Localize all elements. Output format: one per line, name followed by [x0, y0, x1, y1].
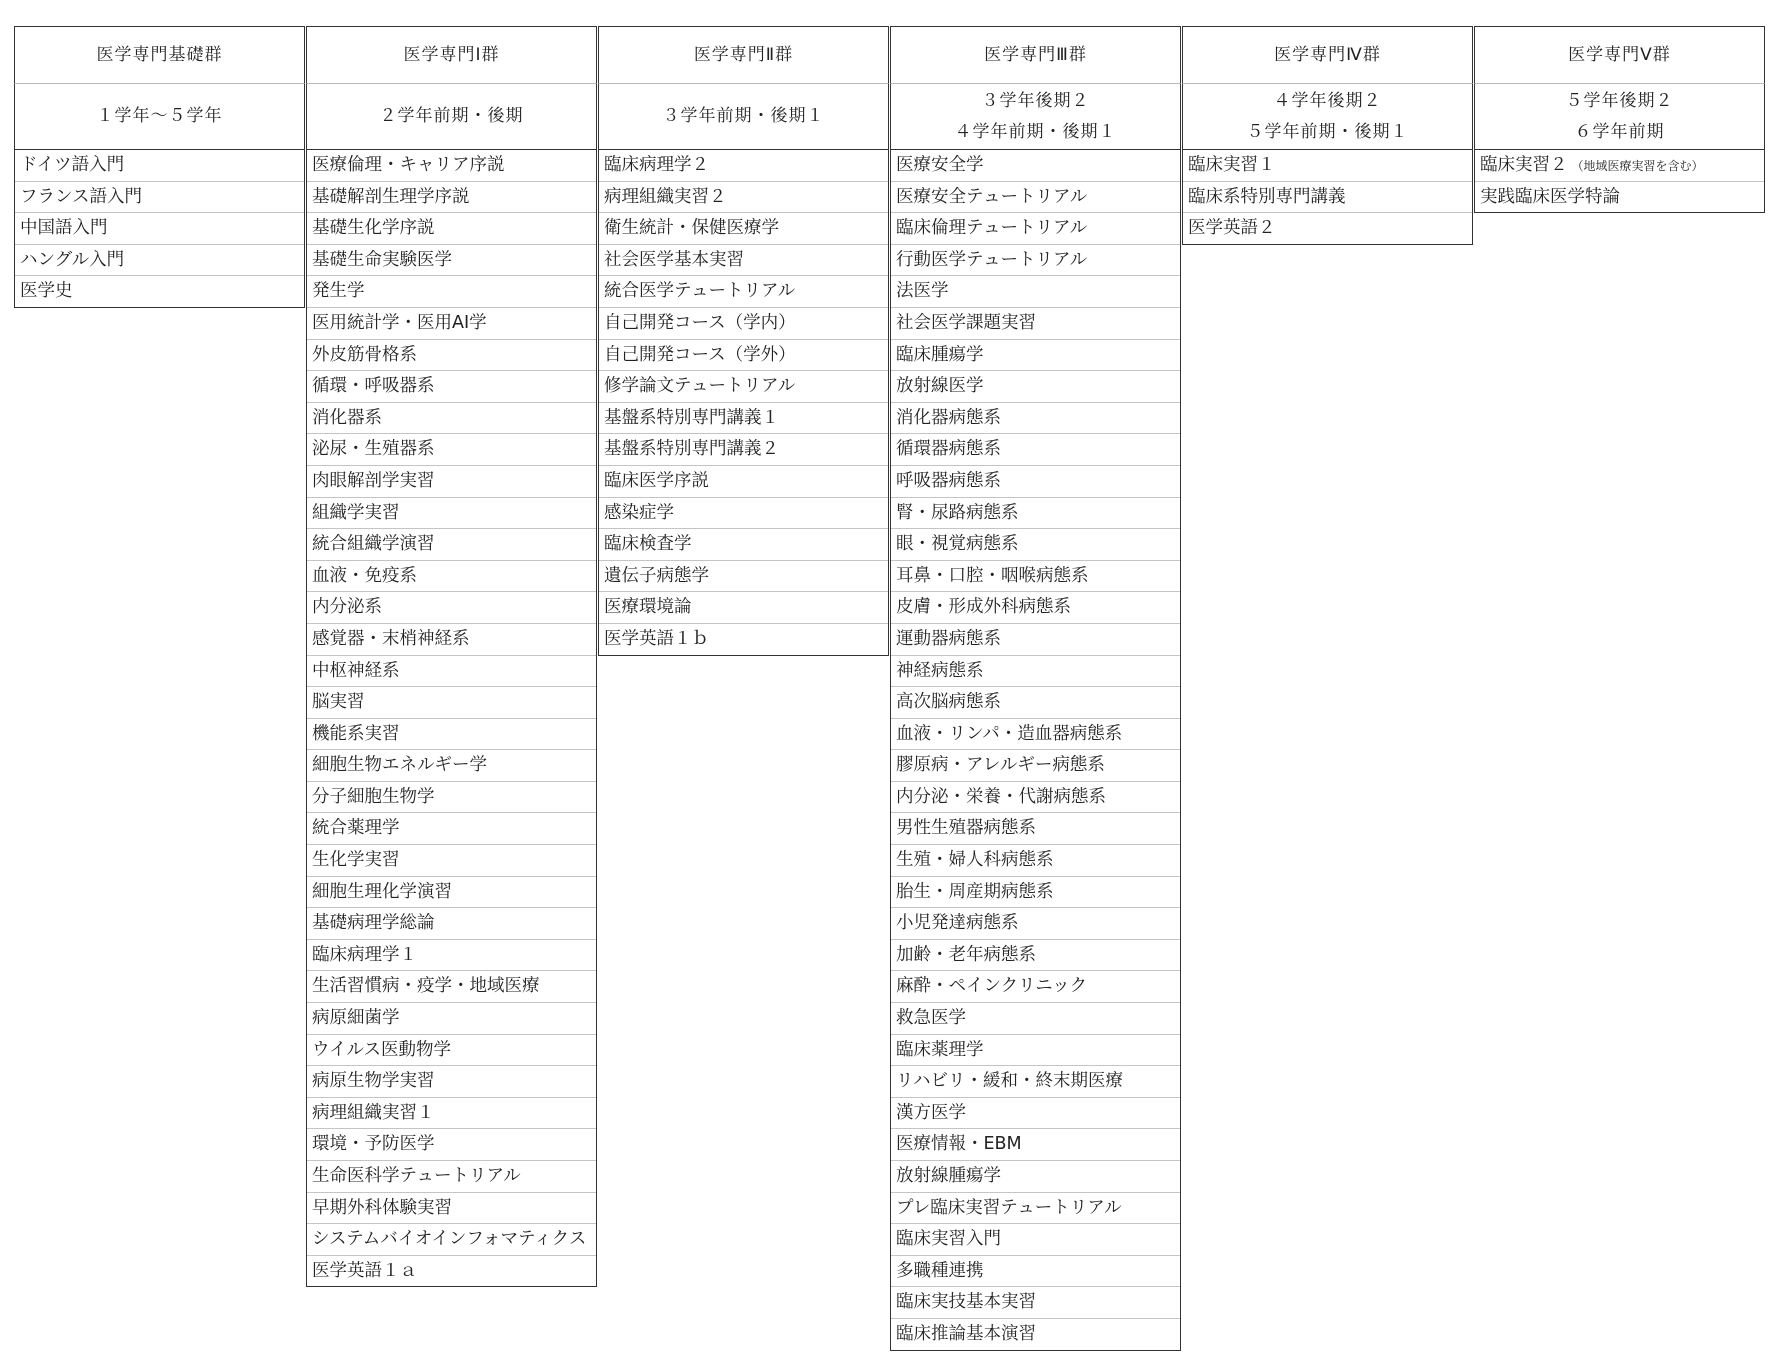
course-item	[891, 1129, 1180, 1161]
course-item	[891, 908, 1180, 940]
course-name: 呼吸器病態系	[896, 470, 1001, 491]
course-item	[891, 782, 1180, 814]
course-item	[307, 340, 596, 372]
course-name: 病原細菌学	[312, 1008, 400, 1029]
course-item	[891, 971, 1180, 1003]
course-item	[307, 719, 596, 751]
course-name: 医療環境論	[604, 597, 692, 618]
course-name: ドイツ語入門	[20, 155, 125, 175]
term-line: ６学年前期	[1574, 121, 1665, 142]
course-item	[599, 624, 888, 655]
course-name: 臨床病理学２	[604, 155, 709, 175]
course-name: プレ臨床実習テュートリアル	[896, 1197, 1122, 1218]
course-item	[891, 877, 1180, 909]
course-name: 生活習慣病・疫学・地域医療	[312, 976, 540, 997]
term-line: ２学年前期・後期	[379, 106, 524, 126]
course-item	[599, 245, 888, 277]
course-name: 多職種連携	[896, 1260, 984, 1281]
course-item	[599, 434, 888, 466]
course-name: 加齢・老年病態系	[896, 944, 1036, 965]
course-list	[890, 150, 1181, 1351]
term-cell	[306, 83, 597, 150]
course-item	[891, 529, 1180, 561]
term-cell	[1182, 83, 1473, 150]
course-item	[307, 656, 596, 688]
course-name: ウイルス医動物学	[312, 1039, 451, 1060]
course-name: 衛生統計・保健医療学	[604, 218, 779, 239]
course-name: 医療安全テュートリアル	[896, 186, 1088, 207]
course-name: 腎・尿路病態系	[896, 502, 1019, 523]
course-name: 発生学	[312, 281, 365, 302]
course-item	[15, 276, 304, 307]
course-item	[307, 150, 596, 182]
course-item	[307, 1161, 596, 1193]
course-item	[891, 276, 1180, 308]
course-item	[307, 1098, 596, 1130]
course-item	[891, 308, 1180, 340]
course-item	[307, 371, 596, 403]
course-name: 機能系実習	[312, 723, 400, 744]
course-item	[599, 592, 888, 624]
course-name: 膠原病・アレルギー病態系	[896, 755, 1105, 776]
course-item	[599, 340, 888, 372]
course-note: （地域医療実習を含む）	[1571, 159, 1704, 173]
course-item	[1183, 182, 1472, 214]
course-item	[891, 340, 1180, 372]
course-item	[307, 592, 596, 624]
course-name: 遺伝子病態学	[604, 565, 709, 586]
course-name: 生命医科学テュートリアル	[312, 1166, 521, 1186]
course-name: 臨床検査学	[604, 534, 692, 555]
course-item	[307, 466, 596, 498]
course-item	[891, 940, 1180, 972]
course-name: 基盤系特別専門講義１	[604, 407, 779, 428]
group-header: 医学専門基礎群	[14, 26, 305, 83]
course-name: 臨床実習２	[1480, 155, 1568, 175]
course-item	[891, 687, 1180, 719]
course-list	[1182, 150, 1473, 245]
course-item	[891, 245, 1180, 277]
course-item	[891, 371, 1180, 403]
course-name: システムバイオインフォマティクス	[312, 1229, 587, 1250]
course-item	[599, 308, 888, 340]
course-name: 内分泌系	[312, 597, 382, 618]
course-name: 医療倫理・キャリア序説	[312, 155, 505, 175]
course-item	[891, 561, 1180, 593]
course-item	[307, 1035, 596, 1067]
course-name: 臨床系特別専門講義	[1188, 186, 1346, 207]
term-line: ５学年後期２	[1565, 90, 1674, 111]
course-name: 生化学実習	[312, 850, 400, 871]
course-item	[307, 308, 596, 340]
course-item	[307, 403, 596, 435]
course-item	[891, 750, 1180, 782]
course-name: 臨床薬理学	[896, 1039, 984, 1060]
course-name: 臨床実習入門	[896, 1229, 1001, 1250]
term-cell	[598, 83, 889, 150]
course-item	[891, 1161, 1180, 1193]
course-item	[307, 1003, 596, 1035]
course-name: 医学英語１ｂ	[604, 628, 709, 649]
course-item	[891, 1256, 1180, 1288]
course-item	[307, 561, 596, 593]
course-name: 循環・呼吸器系	[312, 376, 435, 397]
course-name: 臨床実習１	[1188, 155, 1276, 175]
course-name: 臨床病理学１	[312, 944, 417, 965]
course-item	[15, 150, 304, 182]
course-name: 医学英語１ａ	[312, 1260, 417, 1281]
course-item	[307, 782, 596, 814]
course-item	[1475, 182, 1764, 213]
course-name: 行動医学テュートリアル	[896, 249, 1088, 270]
course-name: 基礎生命実験医学	[312, 249, 452, 270]
course-item	[15, 245, 304, 277]
course-name: 実践臨床医学特論	[1480, 186, 1620, 207]
course-item	[307, 971, 596, 1003]
course-name: 医学英語２	[1188, 218, 1276, 239]
course-name: 医療情報・EBM	[896, 1134, 1022, 1155]
course-name: 皮膚・形成外科病態系	[896, 597, 1071, 618]
course-group-column	[14, 26, 305, 308]
course-name: 基礎解剖生理学序説	[312, 186, 470, 207]
term-line: １学年～５学年	[96, 106, 223, 126]
course-name: 血液・リンパ・造血器病態系	[896, 723, 1123, 744]
course-item	[599, 150, 888, 182]
course-item	[307, 276, 596, 308]
course-name: 統合医学テュートリアル	[604, 281, 796, 302]
course-name: 基礎生化学序説	[312, 218, 435, 239]
course-item	[891, 592, 1180, 624]
term-line: ３学年前期・後期１	[662, 106, 825, 126]
course-item	[891, 1224, 1180, 1256]
course-name: 臨床医学序説	[604, 470, 709, 491]
course-item	[307, 498, 596, 530]
course-name: 法医学	[896, 281, 949, 302]
course-item	[307, 750, 596, 782]
course-item	[599, 466, 888, 498]
course-item	[891, 466, 1180, 498]
course-item	[891, 624, 1180, 656]
term-line: ４学年前期・後期１	[954, 121, 1117, 142]
course-name: 統合薬理学	[312, 818, 400, 839]
course-group-column	[890, 26, 1181, 1351]
course-name: 社会医学課題実習	[896, 312, 1036, 333]
course-name: 肉眼解剖学実習	[312, 470, 435, 491]
term-cell	[1474, 83, 1765, 150]
course-item	[891, 1035, 1180, 1067]
course-name: 早期外科体験実習	[312, 1197, 452, 1218]
group-header: 医学専門Ⅴ群	[1474, 26, 1765, 83]
course-item	[891, 434, 1180, 466]
course-name: 修学論文テュートリアル	[604, 376, 796, 397]
course-item	[891, 1193, 1180, 1225]
course-group-column	[306, 26, 597, 1287]
course-item	[599, 403, 888, 435]
course-item	[891, 182, 1180, 214]
course-item	[891, 1066, 1180, 1098]
course-name: 高次脳病態系	[896, 692, 1001, 713]
course-item	[15, 182, 304, 214]
course-item	[307, 245, 596, 277]
course-group-column	[598, 26, 889, 656]
course-name: 臨床実技基本実習	[896, 1292, 1036, 1313]
course-name: 基礎病理学総論	[312, 913, 435, 934]
course-name: 病理組織実習２	[604, 186, 727, 207]
course-name: 漢方医学	[896, 1102, 966, 1123]
course-name: 医学史	[20, 281, 73, 302]
term-cell	[890, 83, 1181, 150]
course-name: 統合組織学演習	[312, 534, 435, 555]
course-name: 救急医学	[896, 1008, 966, 1029]
course-item	[891, 1003, 1180, 1035]
course-item	[15, 213, 304, 245]
term-cell	[14, 83, 305, 150]
course-item	[307, 687, 596, 719]
course-name: 自己開発コース（学外）	[604, 344, 796, 365]
group-header: 医学専門Ⅱ群	[598, 26, 889, 83]
course-name: フランス語入門	[20, 186, 142, 207]
course-name: 中枢神経系	[312, 660, 400, 681]
course-item	[307, 845, 596, 877]
course-item	[891, 150, 1180, 182]
term-line: ５学年前期・後期１	[1246, 121, 1409, 142]
course-item	[307, 1193, 596, 1225]
course-group-column	[1474, 26, 1765, 213]
term-line: ３学年後期２	[981, 90, 1090, 111]
course-name: 細胞生理化学演習	[312, 881, 452, 902]
course-item	[891, 1319, 1180, 1350]
course-name: 臨床推論基本演習	[896, 1323, 1036, 1344]
course-list	[306, 150, 597, 1287]
course-item	[307, 940, 596, 972]
term-line: ４学年後期２	[1273, 90, 1382, 111]
course-item	[599, 561, 888, 593]
course-item	[599, 371, 888, 403]
course-item	[891, 1287, 1180, 1319]
course-list	[598, 150, 889, 656]
course-item	[307, 877, 596, 909]
course-name: 臨床腫瘍学	[896, 344, 984, 365]
course-item	[599, 529, 888, 561]
course-name: 放射線腫瘍学	[896, 1166, 1001, 1186]
course-group-column	[1182, 26, 1473, 245]
course-item	[307, 908, 596, 940]
course-name: 基盤系特別専門講義２	[604, 439, 779, 460]
course-name: 外皮筋骨格系	[312, 344, 417, 365]
course-name: 生殖・婦人科病態系	[896, 850, 1054, 871]
course-name: 麻酔・ペインクリニック	[896, 976, 1088, 997]
course-name: 小児発達病態系	[896, 913, 1019, 934]
group-header: 医学専門Ⅳ群	[1182, 26, 1473, 83]
course-item	[307, 1066, 596, 1098]
course-name: 自己開発コース（学内）	[604, 312, 796, 333]
course-name: 分子細胞生物学	[312, 786, 435, 807]
course-list	[1474, 150, 1765, 213]
course-item	[307, 813, 596, 845]
course-name: 臨床倫理テュートリアル	[896, 218, 1088, 239]
course-name: リハビリ・緩和・終末期医療	[896, 1071, 1123, 1092]
course-item	[307, 529, 596, 561]
course-name: 男性生殖器病態系	[896, 818, 1036, 839]
course-name: 耳鼻・口腔・咽喉病態系	[896, 565, 1089, 586]
course-item	[891, 213, 1180, 245]
course-name: 胎生・周産期病態系	[896, 881, 1054, 902]
course-name: 細胞生物エネルギー学	[312, 755, 487, 776]
course-name: 環境・予防医学	[312, 1134, 435, 1155]
course-name: 消化器系	[312, 407, 382, 428]
course-name: 医用統計学・医用AI学	[312, 312, 487, 333]
course-name: 病原生物学実習	[312, 1071, 435, 1092]
course-item	[891, 498, 1180, 530]
course-name: 放射線医学	[896, 376, 984, 397]
course-name: 循環器病態系	[896, 439, 1001, 460]
course-name: 泌尿・生殖器系	[312, 439, 435, 460]
group-header: 医学専門Ⅰ群	[306, 26, 597, 83]
course-name: ハングル入門	[20, 249, 125, 270]
course-item	[1183, 150, 1472, 182]
course-item	[599, 182, 888, 214]
course-item	[307, 624, 596, 656]
course-name: 中国語入門	[20, 218, 108, 239]
course-name: 脳実習	[312, 692, 365, 713]
course-name: 病理組織実習１	[312, 1102, 435, 1123]
group-header: 医学専門Ⅲ群	[890, 26, 1181, 83]
course-item	[307, 213, 596, 245]
course-item	[891, 656, 1180, 688]
course-item	[307, 1129, 596, 1161]
course-name: 医療安全学	[896, 155, 984, 175]
course-name: 感染症学	[604, 502, 674, 523]
course-item	[599, 276, 888, 308]
course-name: 消化器病態系	[896, 407, 1001, 428]
course-name: 眼・視覚病態系	[896, 534, 1019, 555]
course-item	[891, 845, 1180, 877]
course-item	[307, 1224, 596, 1256]
course-item	[599, 498, 888, 530]
course-name: 内分泌・栄養・代謝病態系	[896, 786, 1106, 807]
course-name: 神経病態系	[896, 660, 984, 681]
course-name: 社会医学基本実習	[604, 249, 744, 270]
course-name: 運動器病態系	[896, 628, 1001, 649]
course-item	[307, 182, 596, 214]
course-item	[1183, 213, 1472, 244]
course-name: 組織学実習	[312, 502, 400, 523]
course-item	[891, 403, 1180, 435]
course-name: 感覚器・末梢神経系	[312, 628, 470, 649]
course-list	[14, 150, 305, 308]
course-item	[891, 813, 1180, 845]
course-item	[891, 1098, 1180, 1130]
course-item	[307, 434, 596, 466]
course-item	[891, 719, 1180, 751]
course-item	[1475, 150, 1764, 182]
course-item	[307, 1256, 596, 1287]
course-item	[599, 213, 888, 245]
course-name: 血液・免疫系	[312, 565, 417, 586]
